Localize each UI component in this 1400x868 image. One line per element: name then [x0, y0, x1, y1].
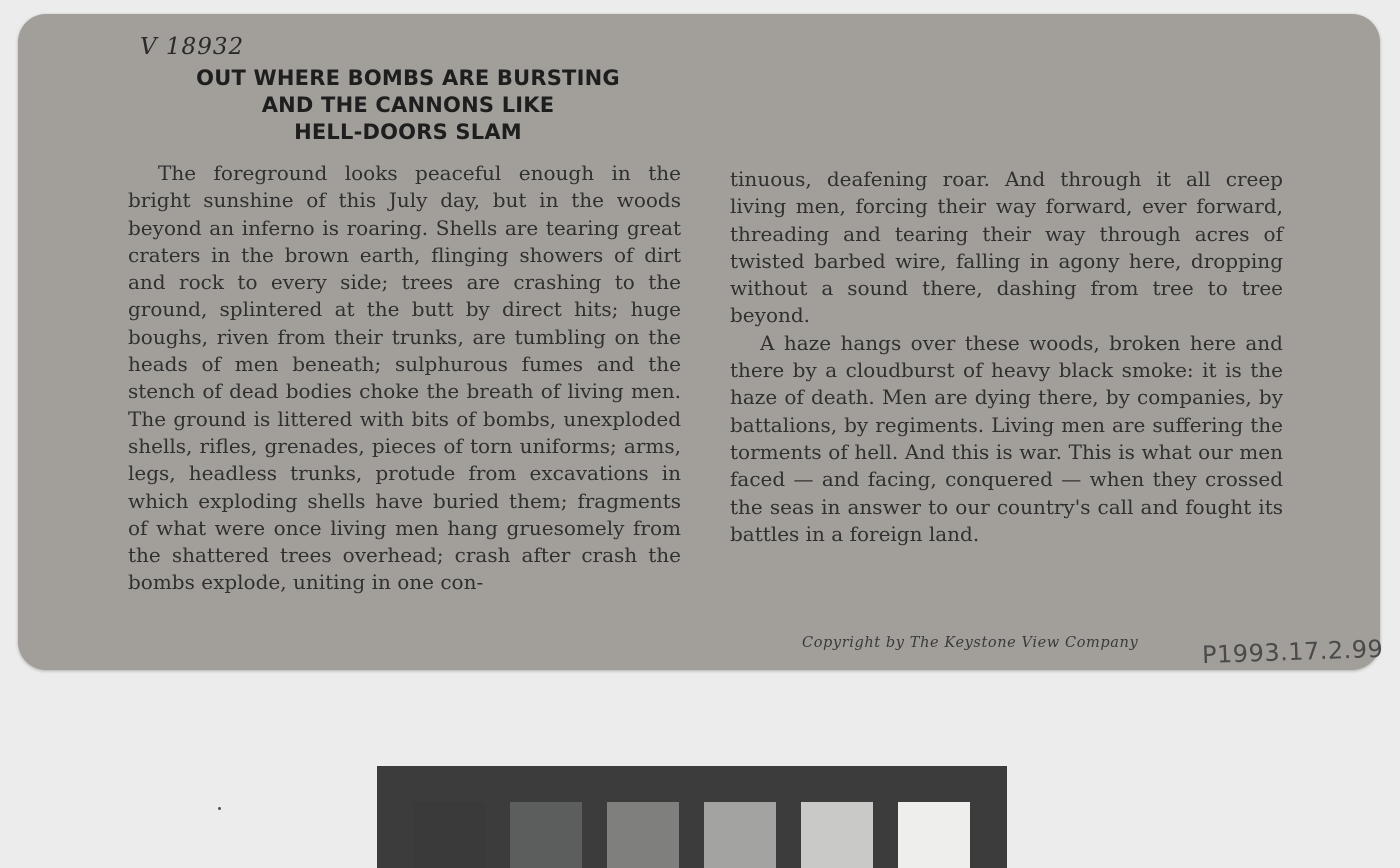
card-title-line: AND THE CANNONS LIKE	[261, 93, 555, 117]
body-paragraph: tinuous, deafening roar. And through it all creep living men, forcing their way forward, ever forward, threading and tearing their way through acres of twisted barbed wire, falling in agony here, dropping without a sound there, dashing from tree to tree beyond.	[730, 167, 1283, 328]
right-text-column	[730, 166, 1283, 548]
gray-swatch	[898, 802, 970, 868]
gray-swatch	[704, 802, 776, 868]
gray-scale-target	[377, 766, 1007, 868]
body-paragraph: The foreground looks peaceful enough in the bright sunshine of this July day, but in the woods beyond an inferno is roaring. Shells are tearing great craters in the brown earth, flinging showers of dirt and rock to every side; trees are crashing to the ground, splintered at the butt by direct hits; huge boughs, riven from their trunks, are tumbling on the heads of men beneath; sulphurous fumes and the stench of dead bodies choke the breath of living men. The ground is littered with bits of bombs, unexploded shells, rifles, grenades, pieces of torn uniforms; arms, legs, headless trunks, protude from excavations in which exploding shells have buried them; fragments of what were once living men hang gruesomely from the shattered trees overhead; crash after crash the bombs explode, uniting in one con-	[128, 161, 681, 595]
catalog-number: V 18932	[140, 34, 245, 60]
body-paragraph: A haze hangs over these woods, broken here and there by a cloudburst of heavy black smoke: it is the haze of death. Men are dying there, by companies, by battalions, by regiments. Living men are suffering the torments of hell. And this is war. This is what our men faced — and facing, conquered — when they crossed the seas in answer to our country's call and fought its battles in a foreign land.	[730, 330, 1283, 546]
card-title	[128, 65, 688, 146]
stereograph-back-card	[18, 14, 1384, 670]
gray-swatch	[413, 802, 485, 868]
dust-speck	[218, 807, 221, 810]
gray-swatch	[607, 802, 679, 868]
left-text-column	[128, 160, 681, 597]
card-title-line: HELL-DOORS SLAM	[294, 120, 522, 144]
accession-number-handwritten: P1993.17.2.99	[1201, 634, 1384, 670]
gray-swatch	[801, 802, 873, 868]
copyright-line: Copyright by The Keystone View Company	[802, 635, 1139, 651]
gray-swatch	[510, 802, 582, 868]
card-title-line: OUT WHERE BOMBS ARE BURSTING	[196, 66, 620, 90]
